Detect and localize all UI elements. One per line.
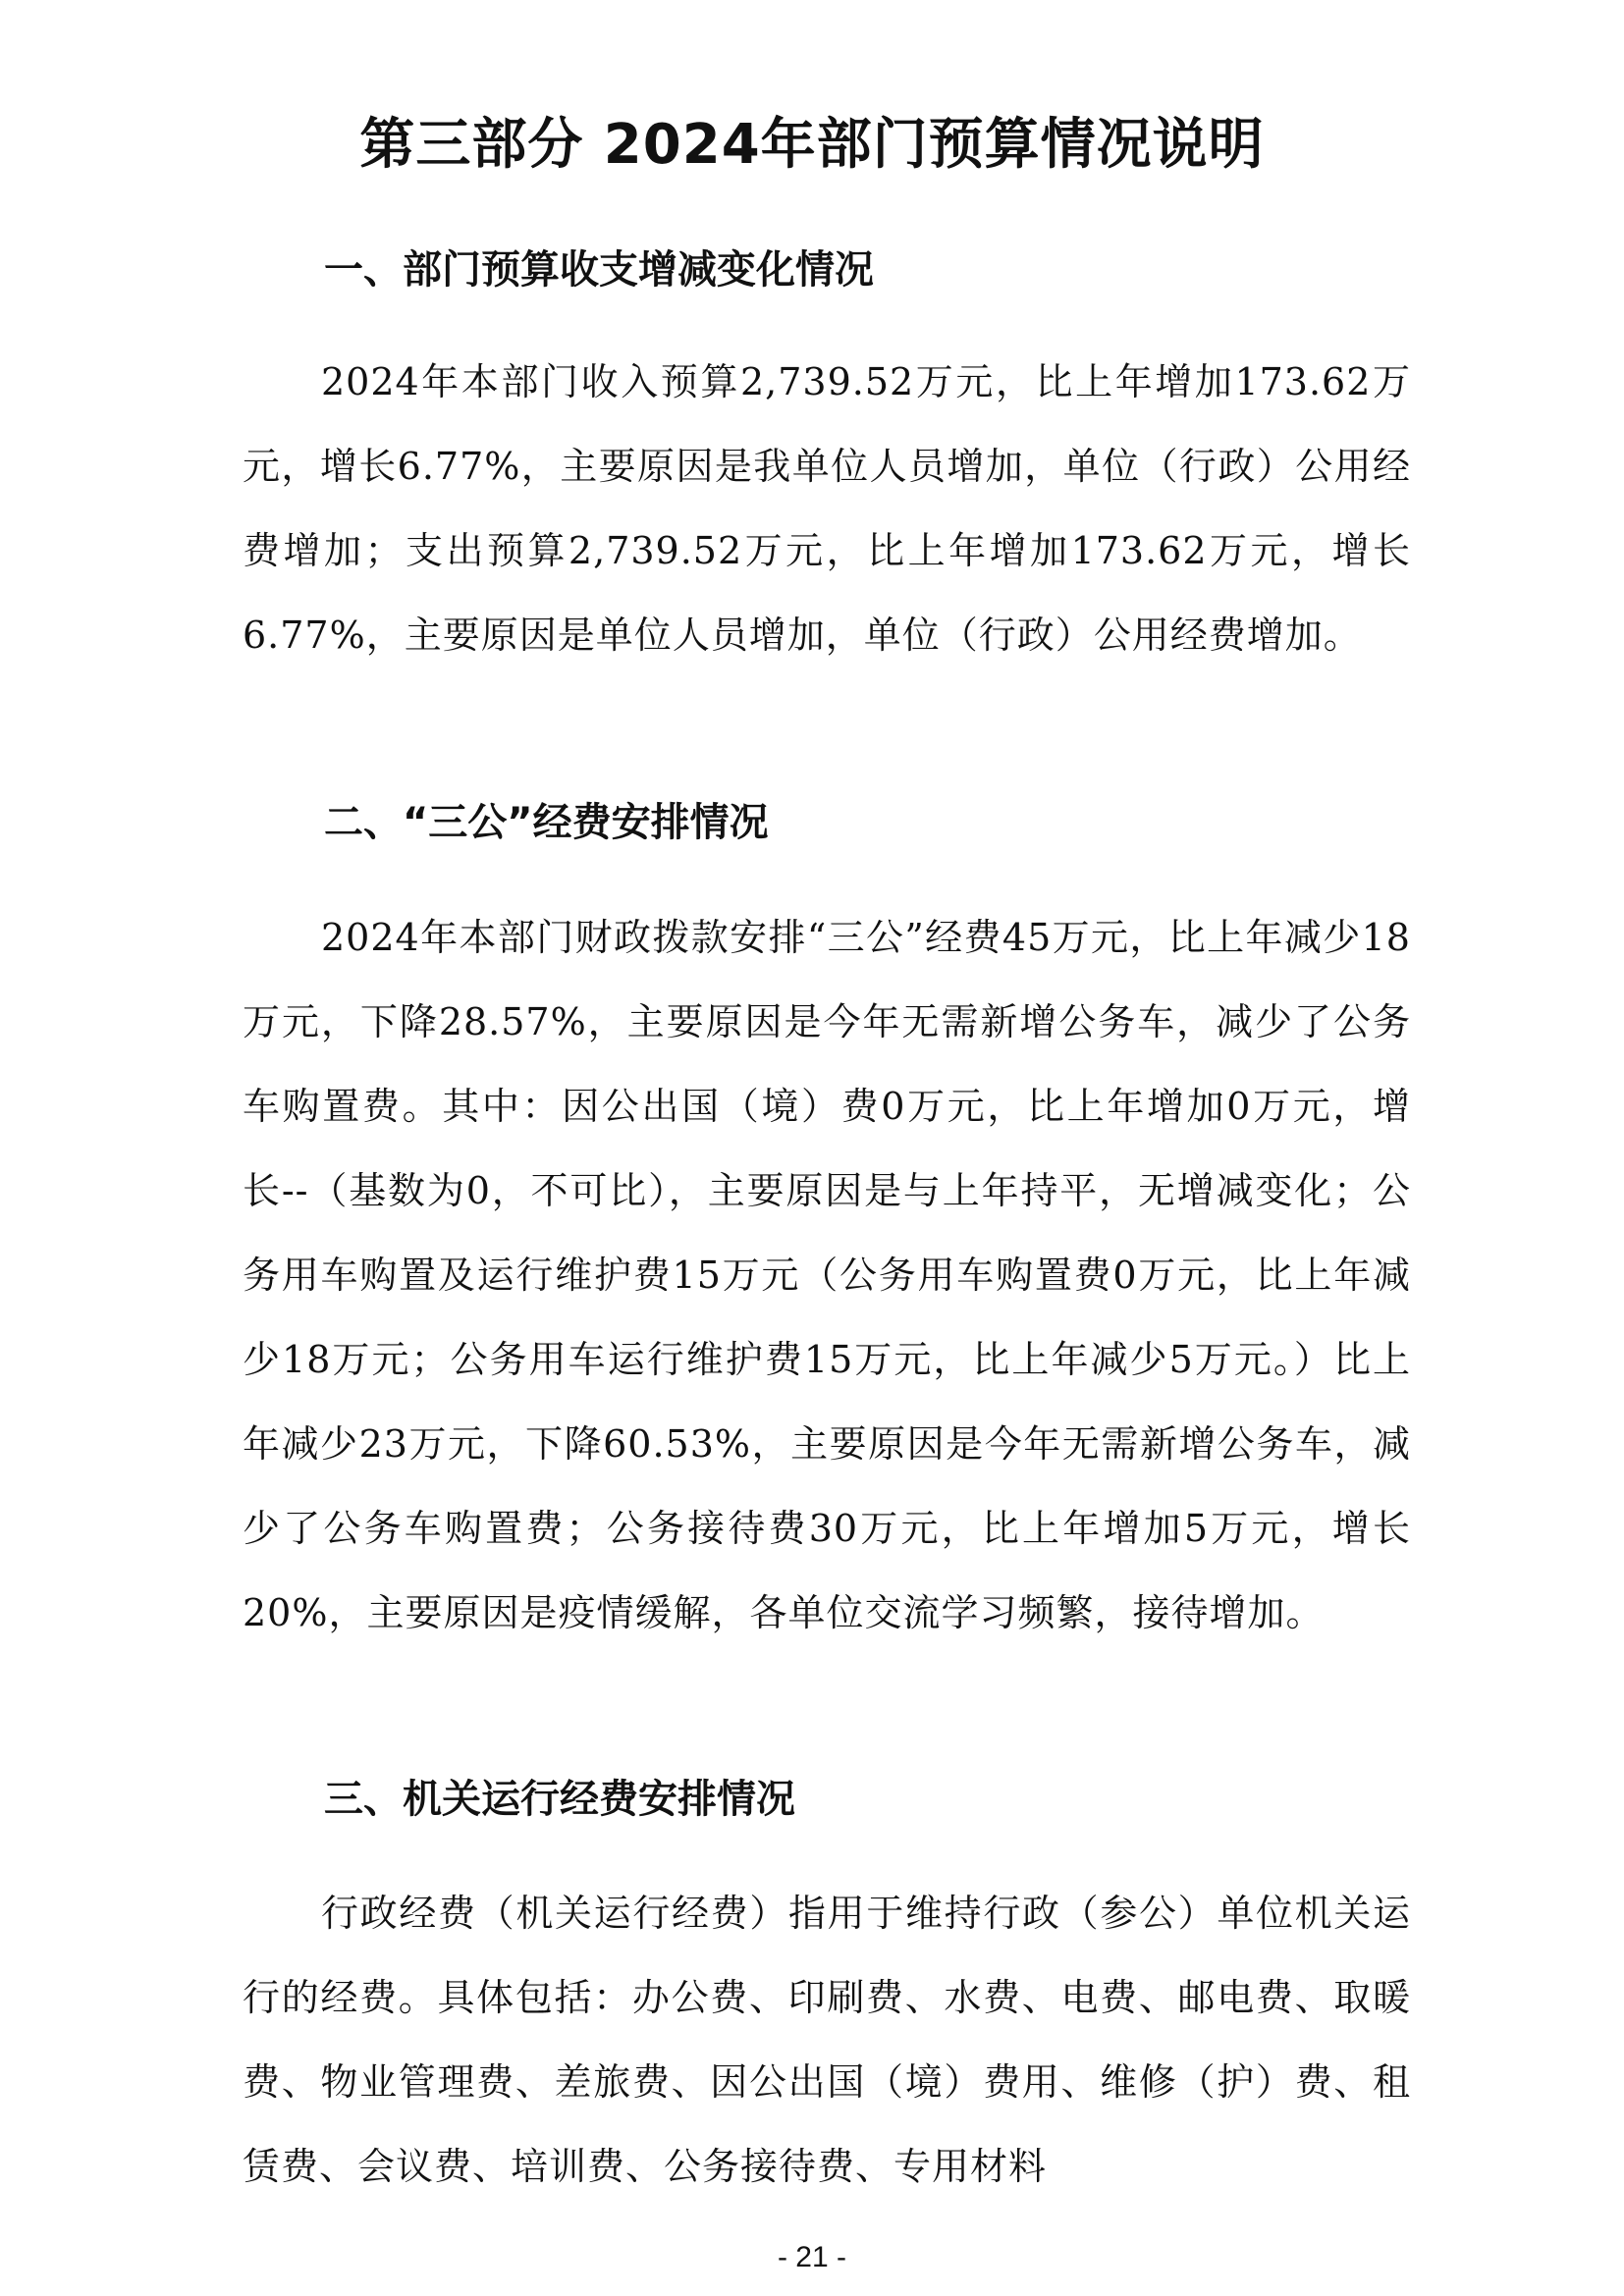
section-1-heading: 一、部门预算收支增减变化情况	[324, 247, 874, 293]
section-1-paragraph: 2024年本部门收入预算2,739.52万元，比上年增加173.62万元，增长6.77%，主要原因是我单位人员增加，单位（行政）公用经费增加；支出预算2,739.52万元，比上年增加173.62万元，增长6.77%，主要原因是单位人员增加，单位（行政）公用经费增加。	[243, 360, 1411, 657]
page-number: - 21 -	[777, 2241, 847, 2273]
section-3-heading: 三、机关运行经费安排情况	[324, 1777, 795, 1822]
page-title: 第三部分 2024年部门预算情况说明	[359, 113, 1265, 177]
section-3-paragraph: 行政经费（机关运行经费）指用于维持行政（参公）单位机关运行的经费。具体包括：办公费、印刷费、水费、电费、邮电费、取暖费、物业管理费、差旅费、因公出国（境）费用、维修（护）费、租赁费、会议费、培训费、公务接待费、专用材料	[243, 1892, 1411, 2188]
section-2-heading: 二、“三公”经费安排情况	[324, 800, 769, 845]
section-2-paragraph: 2024年本部门财政拨款安排“三公”经费45万元，比上年减少18万元，下降28.57%，主要原因是今年无需新增公务车，减少了公务车购置费。其中：因公出国（境）费0万元，比上年增加0万元，增长--（基数为0，不可比），主要原因是与上年持平，无增减变化；公务用车购置及运行维护费15万元（公务用车购置费0万元，比上年减少18万元；公务用车运行维护费15万元，比上年减少5万元。）比上年减少23万元，下降60.53%，主要原因是今年无需新增公务车，减少了公务车购置费；公务接待费30万元，比上年增加5万元，增长20%，主要原因是疫情缓解，各单位交流学习频繁，接待增加。	[243, 916, 1411, 1634]
